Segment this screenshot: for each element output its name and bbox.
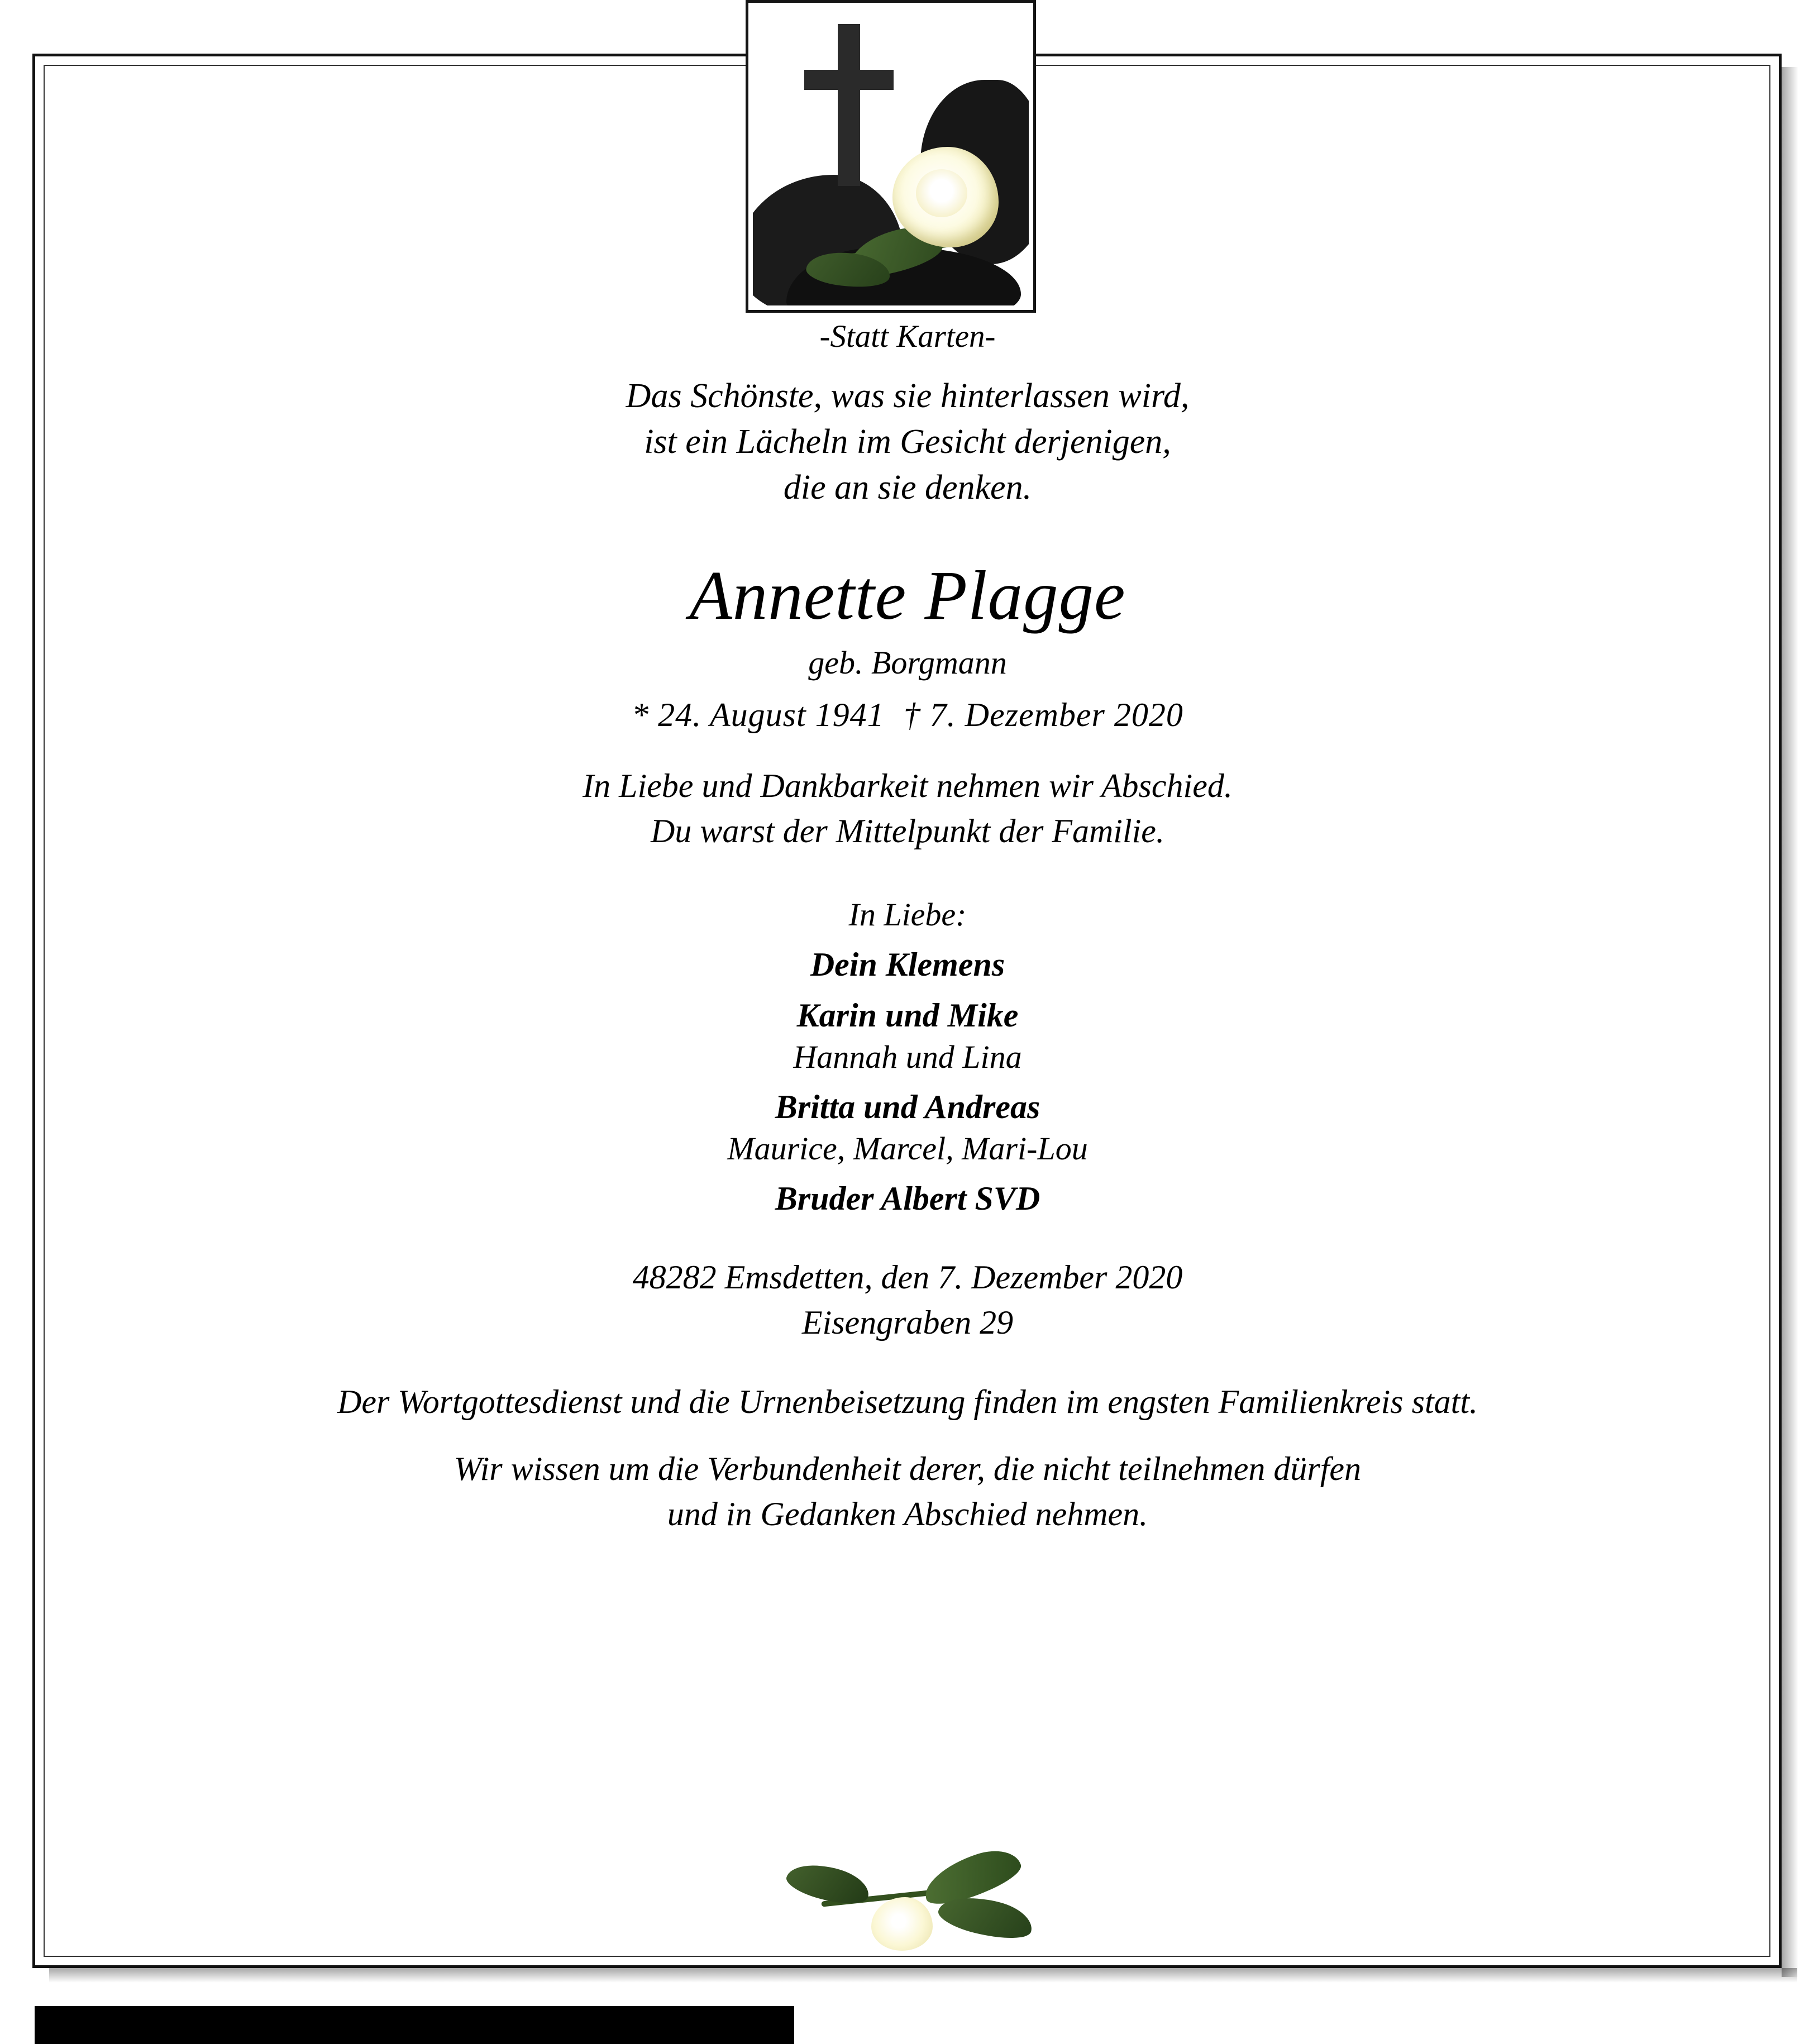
verse-line-3: die an sie denken. [783, 468, 1032, 507]
service-note: Der Wortgottesdienst und die Urnenbeisetzung finden im engsten Familienkreis statt. [337, 1383, 1478, 1421]
closing-line-1: Wir wissen um die Verbundenheit derer, die nicht teilnehmen dürfen [454, 1450, 1362, 1488]
verse-line-2: ist ein Lächeln im Gesicht derjenigen, [644, 422, 1171, 461]
place-line-1: 48282 Emsdetten, den 7. Dezember 2020 [632, 1259, 1183, 1296]
card-text-content [67, 318, 1748, 1536]
bottom-rose-decoration [754, 1835, 1044, 1974]
family-member-1: Karin und Mike [796, 997, 1019, 1034]
in-liebe-label: In Liebe: [848, 896, 967, 933]
cross-and-rose-photo [746, 0, 1036, 313]
statt-karten-note: -Statt Karten- [819, 319, 996, 354]
deceased-name: Annette Plagge [689, 557, 1126, 635]
family-member-2: Hannah und Lina [793, 1039, 1022, 1076]
family-member-0: Dein Klemens [810, 946, 1005, 983]
card-shadow-right [1782, 67, 1798, 1977]
farewell-line-2: Du warst der Mittelpunkt der Familie. [651, 812, 1164, 849]
family-member-4: Maurice, Marcel, Mari-Lou [727, 1130, 1088, 1167]
page-bottom-black-bar [35, 2006, 794, 2044]
family-member-3: Britta und Andreas [775, 1088, 1040, 1126]
cross-icon-horizontal [804, 70, 894, 90]
cross-icon-vertical [838, 24, 860, 186]
farewell-line-1: In Liebe und Dankbarkeit nehmen wir Abschied. [583, 767, 1233, 805]
closing-line-2: und in Gedanken Abschied nehmen. [667, 1495, 1148, 1532]
verse-line-1: Das Schönste, was sie hinterlassen wird, [626, 377, 1190, 415]
photo-inner [753, 7, 1029, 305]
death-date: † 7. Dezember 2020 [903, 696, 1183, 734]
farewell-block [67, 763, 1748, 853]
life-dates [67, 696, 1748, 734]
place-line-2: Eisengraben 29 [801, 1303, 1014, 1341]
maiden-name: geb. Borgmann [808, 644, 1007, 681]
family-member-5: Bruder Albert SVD [775, 1180, 1040, 1217]
birth-date: * 24. August 1941 [632, 696, 885, 734]
bottom-rose-bud [871, 1897, 933, 1951]
